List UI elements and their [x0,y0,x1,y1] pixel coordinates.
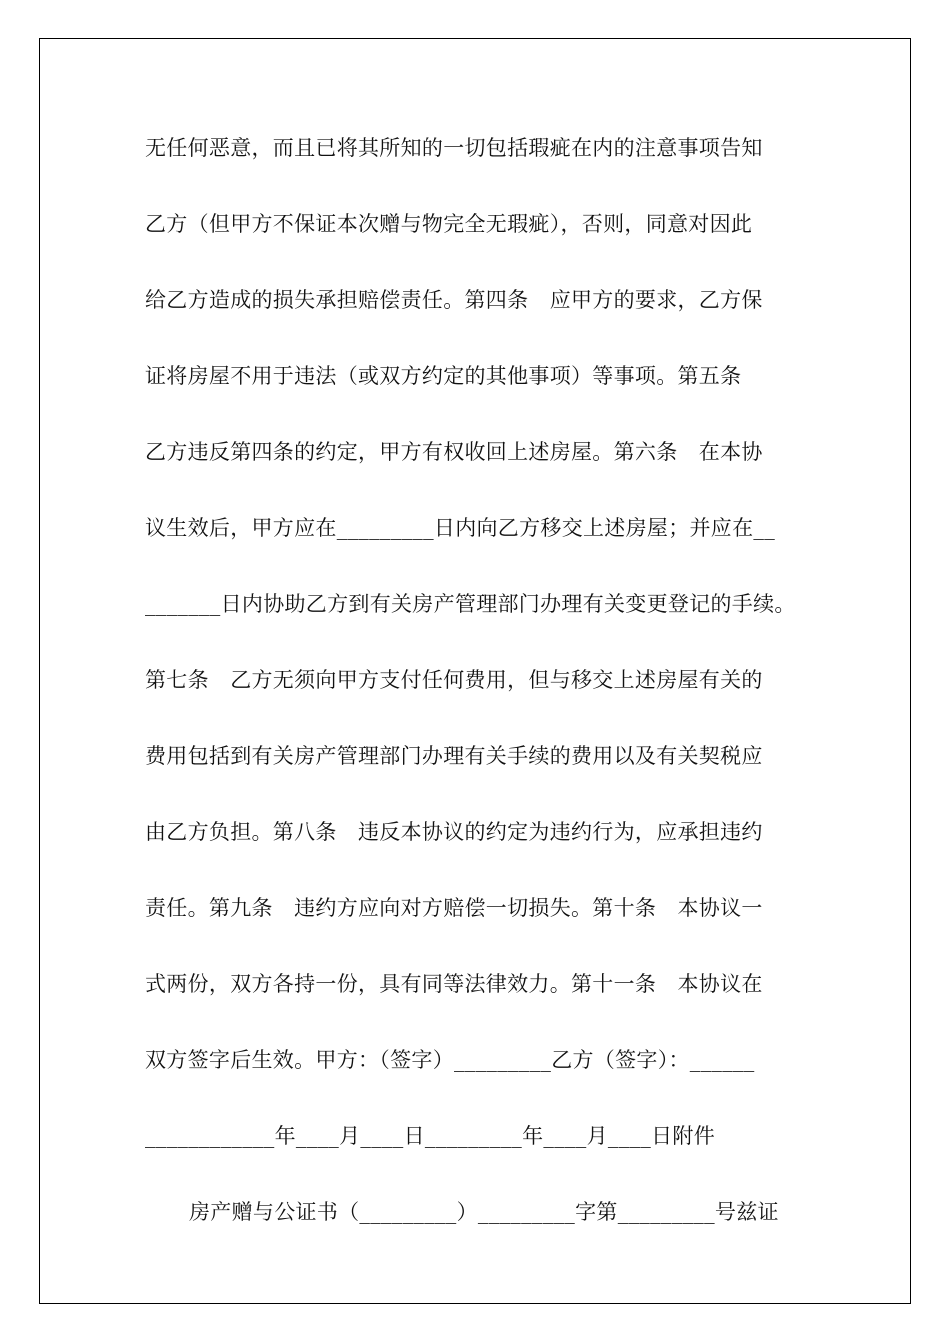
document-line: 由乙方负担。第八条 违反本协议的约定为违约行为，应承担违约 [145,820,763,844]
document-line: 无任何恶意，而且已将其所知的一切包括瑕疵在内的注意事项告知 [145,136,763,160]
document-line: 议生效后，甲方应在_________日内向乙方移交上述房屋；并应在__ [145,516,775,540]
document-line: 费用包括到有关房产管理部门办理有关手续的费用以及有关契税应 [145,744,763,768]
document-body [145,132,815,1272]
document-line: 证将房屋不用于违法（或双方约定的其他事项）等事项。第五条 [145,364,742,388]
document-line: 式两份，双方各持一份，具有同等法律效力。第十一条 本协议在 [145,972,763,996]
document-line: 乙方（但甲方不保证本次赠与物完全无瑕疵），否则，同意对因此 [145,212,753,236]
document-line: 第七条 乙方无须向甲方支付任何费用，但与移交上述房屋有关的 [145,668,763,692]
appendix-heading: 房产赠与公证书（_________）_________字第_________号兹证 [189,1200,779,1224]
document-line: _______日内协助乙方到有关房产管理部门办理有关变更登记的手续。 [145,592,796,616]
document-line: 责任。第九条 违约方应向对方赔偿一切损失。第十条 本协议一 [145,896,763,920]
signature-line: 双方签字后生效。甲方：（签字）_________乙方（签字）：______ [145,1048,755,1072]
document-line: 乙方违反第四条的约定，甲方有权收回上述房屋。第六条 在本协 [145,440,763,464]
document-line: 给乙方造成的损失承担赔偿责任。第四条 应甲方的要求，乙方保 [145,288,763,312]
date-line: ____________年____月____日_________年____月____日附件 [145,1124,715,1148]
